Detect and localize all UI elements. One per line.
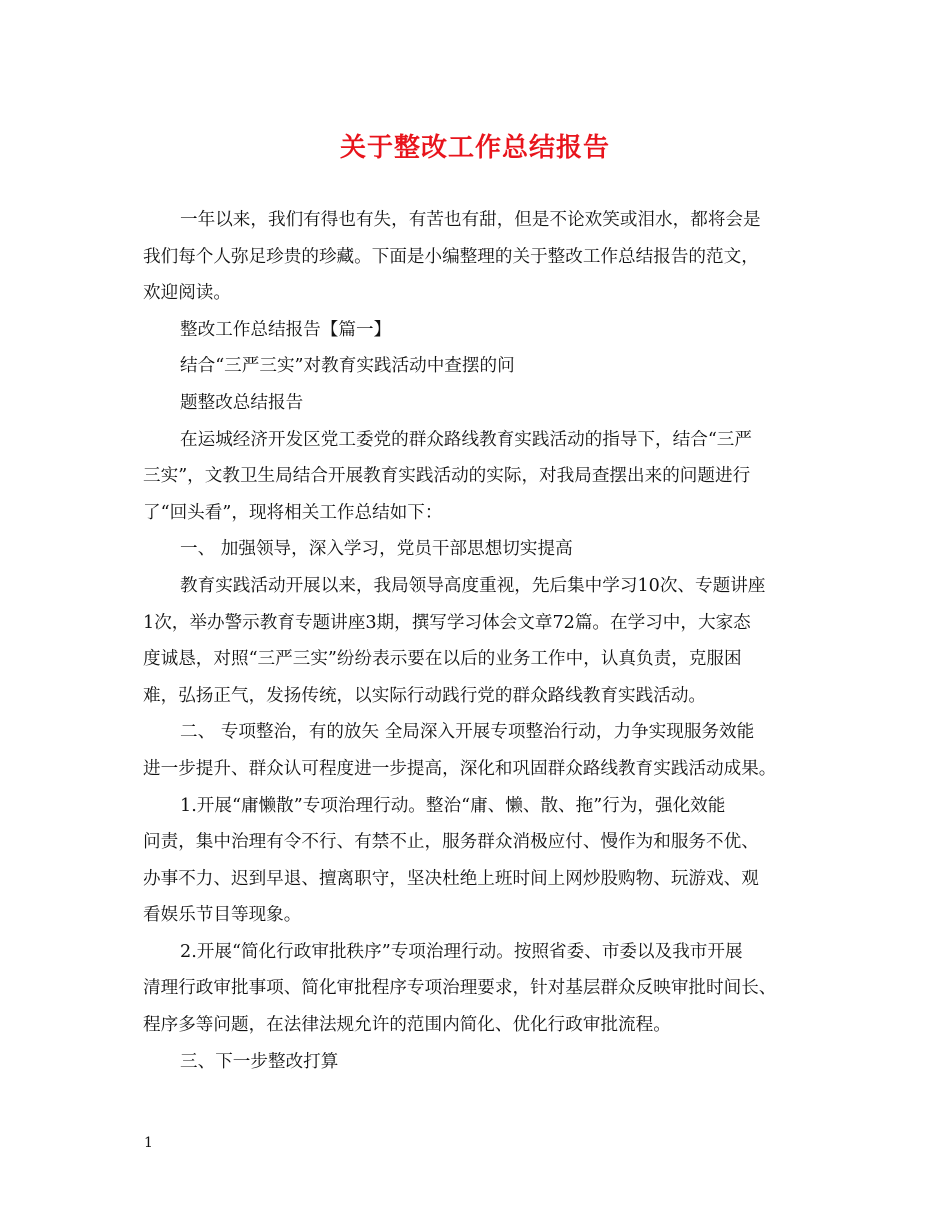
text-line: 难，弘扬正气，发扬传统，以实际行动践行党的群众路线教育实践活动。 [143, 685, 707, 706]
text-line: 问责，集中治理有令不行、有禁不止，服务群众消极应付、慢作为和服务不优、 [143, 832, 759, 853]
text-line: 了“回头看”，现将相关工作总结如下： [143, 502, 443, 523]
text-line: 1.开展“庸懒散”专项治理行动。整治“庸、懒、散、拖”行为，强化效能 [180, 795, 726, 816]
text-line: 清理行政审批事项、简化审批程序专项治理要求，针对基层群众反映审批时间长、 [143, 978, 777, 999]
text-line: 一年以来，我们有得也有失，有苦也有甜，但是不论欢笑或泪水，都将会是 [180, 210, 761, 230]
text-line: 整改工作总结报告【篇一】 [180, 319, 392, 340]
text-line: 三、下一步整改打算 [180, 1051, 339, 1072]
text-line: 我们每个人弥足珍贵的珍藏。下面是小编整理的关于整改工作总结报告的范文， [143, 246, 759, 267]
text-line: 二、 专项整治，有的放矢 全局深入开展专项整治行动，力争实现服务效能 [180, 722, 755, 743]
text-line: 进一步提升、群众认可程度进一步提高，深化和巩固群众路线教育实践活动成果。 [143, 758, 777, 779]
text-line: 办事不力、迟到早退、擅离职守，坚决杜绝上班时间上网炒股购物、玩游戏、观 [143, 868, 759, 889]
page-number: 1 [144, 1135, 153, 1151]
text-line: 1次，举办警示教育专题讲座3期，撰写学习体会文章72篇。在学习中，大家态 [143, 612, 751, 633]
document-body [143, 202, 809, 1080]
document-title: 关于整改工作总结报告 [339, 133, 610, 163]
text-line: 2.开展“简化行政审批秩序”专项治理行动。按照省委、市委以及我市开展 [180, 941, 743, 962]
text-line: 在运城经济开发区党工委党的群众路线教育实践活动的指导下，结合“三严 [180, 429, 752, 450]
text-line: 看娱乐节目等现象。 [143, 905, 302, 926]
text-line: 一、 加强领导，深入学习，党员干部思想切实提高 [180, 539, 573, 560]
text-line: 三实”，文教卫生局结合开展教育实践活动的实际，对我局查摆出来的问题进行 [143, 466, 751, 487]
text-line: 教育实践活动开展以来，我局领导高度重视，先后集中学习10次、专题讲座 [180, 575, 766, 596]
text-line: 程序多等问题，在法律法规允许的范围内简化、优化行政审批流程。 [143, 1015, 671, 1036]
text-line: 欢迎阅读。 [143, 283, 231, 304]
text-line: 题整改总结报告 [180, 392, 304, 413]
text-line: 结合“三严三实”对教育实践活动中查摆的问 [180, 356, 515, 377]
text-line: 度诚恳，对照“三严三实”纷纷表示要在以后的业务工作中，认真负责，克服困 [143, 649, 742, 670]
